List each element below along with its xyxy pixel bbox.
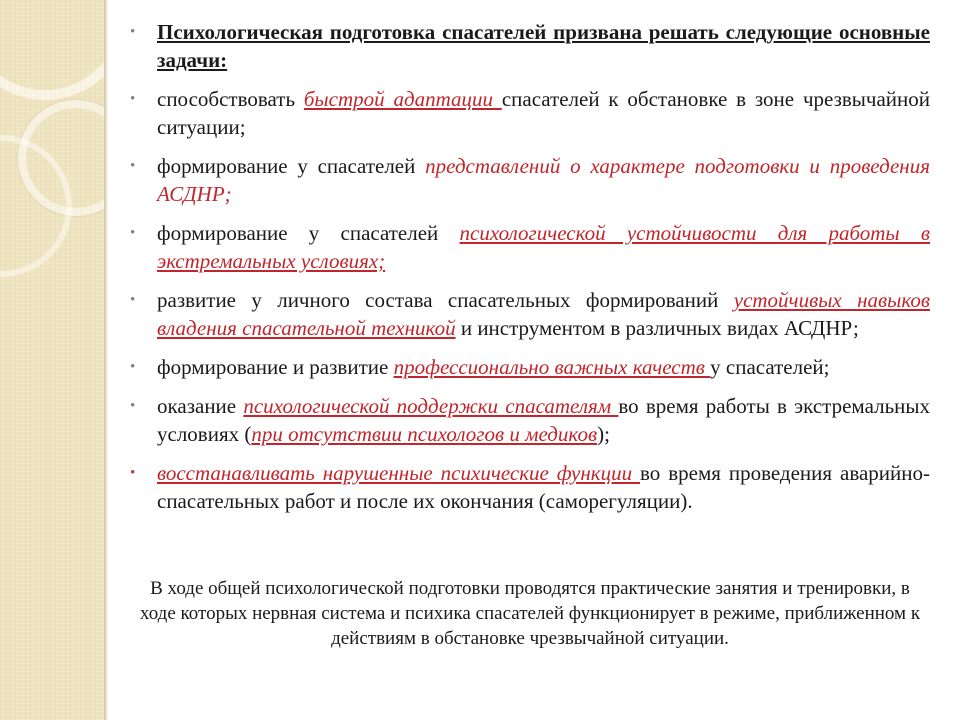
bullet-icon: • bbox=[130, 225, 136, 241]
item-text: спасателей к обстановке в зоне чрезвычайной ситуации; bbox=[157, 87, 930, 139]
list-item bbox=[130, 353, 930, 381]
item-highlight: устойчивых навыков владения спасательной техникой bbox=[157, 288, 930, 340]
list-item bbox=[130, 219, 930, 275]
bullet-icon: • bbox=[130, 292, 136, 308]
list-item bbox=[130, 85, 930, 141]
list-item bbox=[130, 152, 930, 208]
item-text: во время проведения аварийно- спасательных работ и после их окончания (саморегуляции). bbox=[157, 461, 930, 513]
side-divider bbox=[104, 0, 108, 720]
item-text: формирование у спасателей bbox=[157, 221, 460, 245]
list-item bbox=[130, 459, 930, 515]
slide-content bbox=[130, 18, 930, 526]
item-highlight: при отсутствии психологов и медиков bbox=[251, 422, 598, 446]
item-highlight: представлений о характере подготовки и проведения АСДНР; bbox=[157, 154, 930, 206]
item-text: и инструментом в различных видах АСДНР; bbox=[455, 316, 859, 340]
item-text: у спасателей; bbox=[710, 355, 830, 379]
item-text: формирование и развитие bbox=[157, 355, 394, 379]
item-highlight: психологической поддержки спасателям bbox=[243, 394, 619, 418]
item-text: формирование у спасателей bbox=[157, 154, 426, 178]
heading-item bbox=[130, 18, 930, 74]
slide-heading: Психологическая подготовка спасателей призвана решать следующие основные задачи: bbox=[157, 20, 930, 72]
item-text: оказание bbox=[157, 394, 244, 418]
decorative-ring-large bbox=[0, 0, 104, 100]
bullet-icon: • bbox=[130, 465, 136, 481]
bullet-icon: • bbox=[130, 91, 136, 107]
list-item bbox=[130, 392, 930, 448]
bullet-icon: • bbox=[130, 359, 136, 375]
item-text: ); bbox=[597, 422, 610, 446]
item-highlight: быстрой адаптации bbox=[303, 87, 502, 111]
item-text: способствовать bbox=[157, 87, 304, 111]
item-highlight: восстанавливать нарушенные психические функции bbox=[157, 461, 641, 485]
item-text: развитие у личного состава спасательных формирований bbox=[157, 288, 734, 312]
decorative-side-panel bbox=[0, 0, 104, 720]
item-text: во время работы в экстремальных условиях ( bbox=[157, 394, 930, 446]
item-highlight: профессионально важных качеств bbox=[393, 355, 711, 379]
item-highlight: психологической устойчивости для работы в экстремальных условиях; bbox=[157, 221, 930, 273]
bullet-icon: • bbox=[130, 158, 136, 174]
summary-note: В ходе общей психологической подготовки проводятся практические занятия и тренировки, в ходе которых нервная система и психика спасателей функционирует в режиме, приближенном к действиям в обстановке чрезвычайной ситуации. bbox=[139, 578, 921, 649]
bullet-icon: • bbox=[130, 24, 136, 40]
task-list bbox=[130, 18, 930, 515]
list-item bbox=[130, 286, 930, 342]
bullet-icon: • bbox=[130, 398, 136, 414]
